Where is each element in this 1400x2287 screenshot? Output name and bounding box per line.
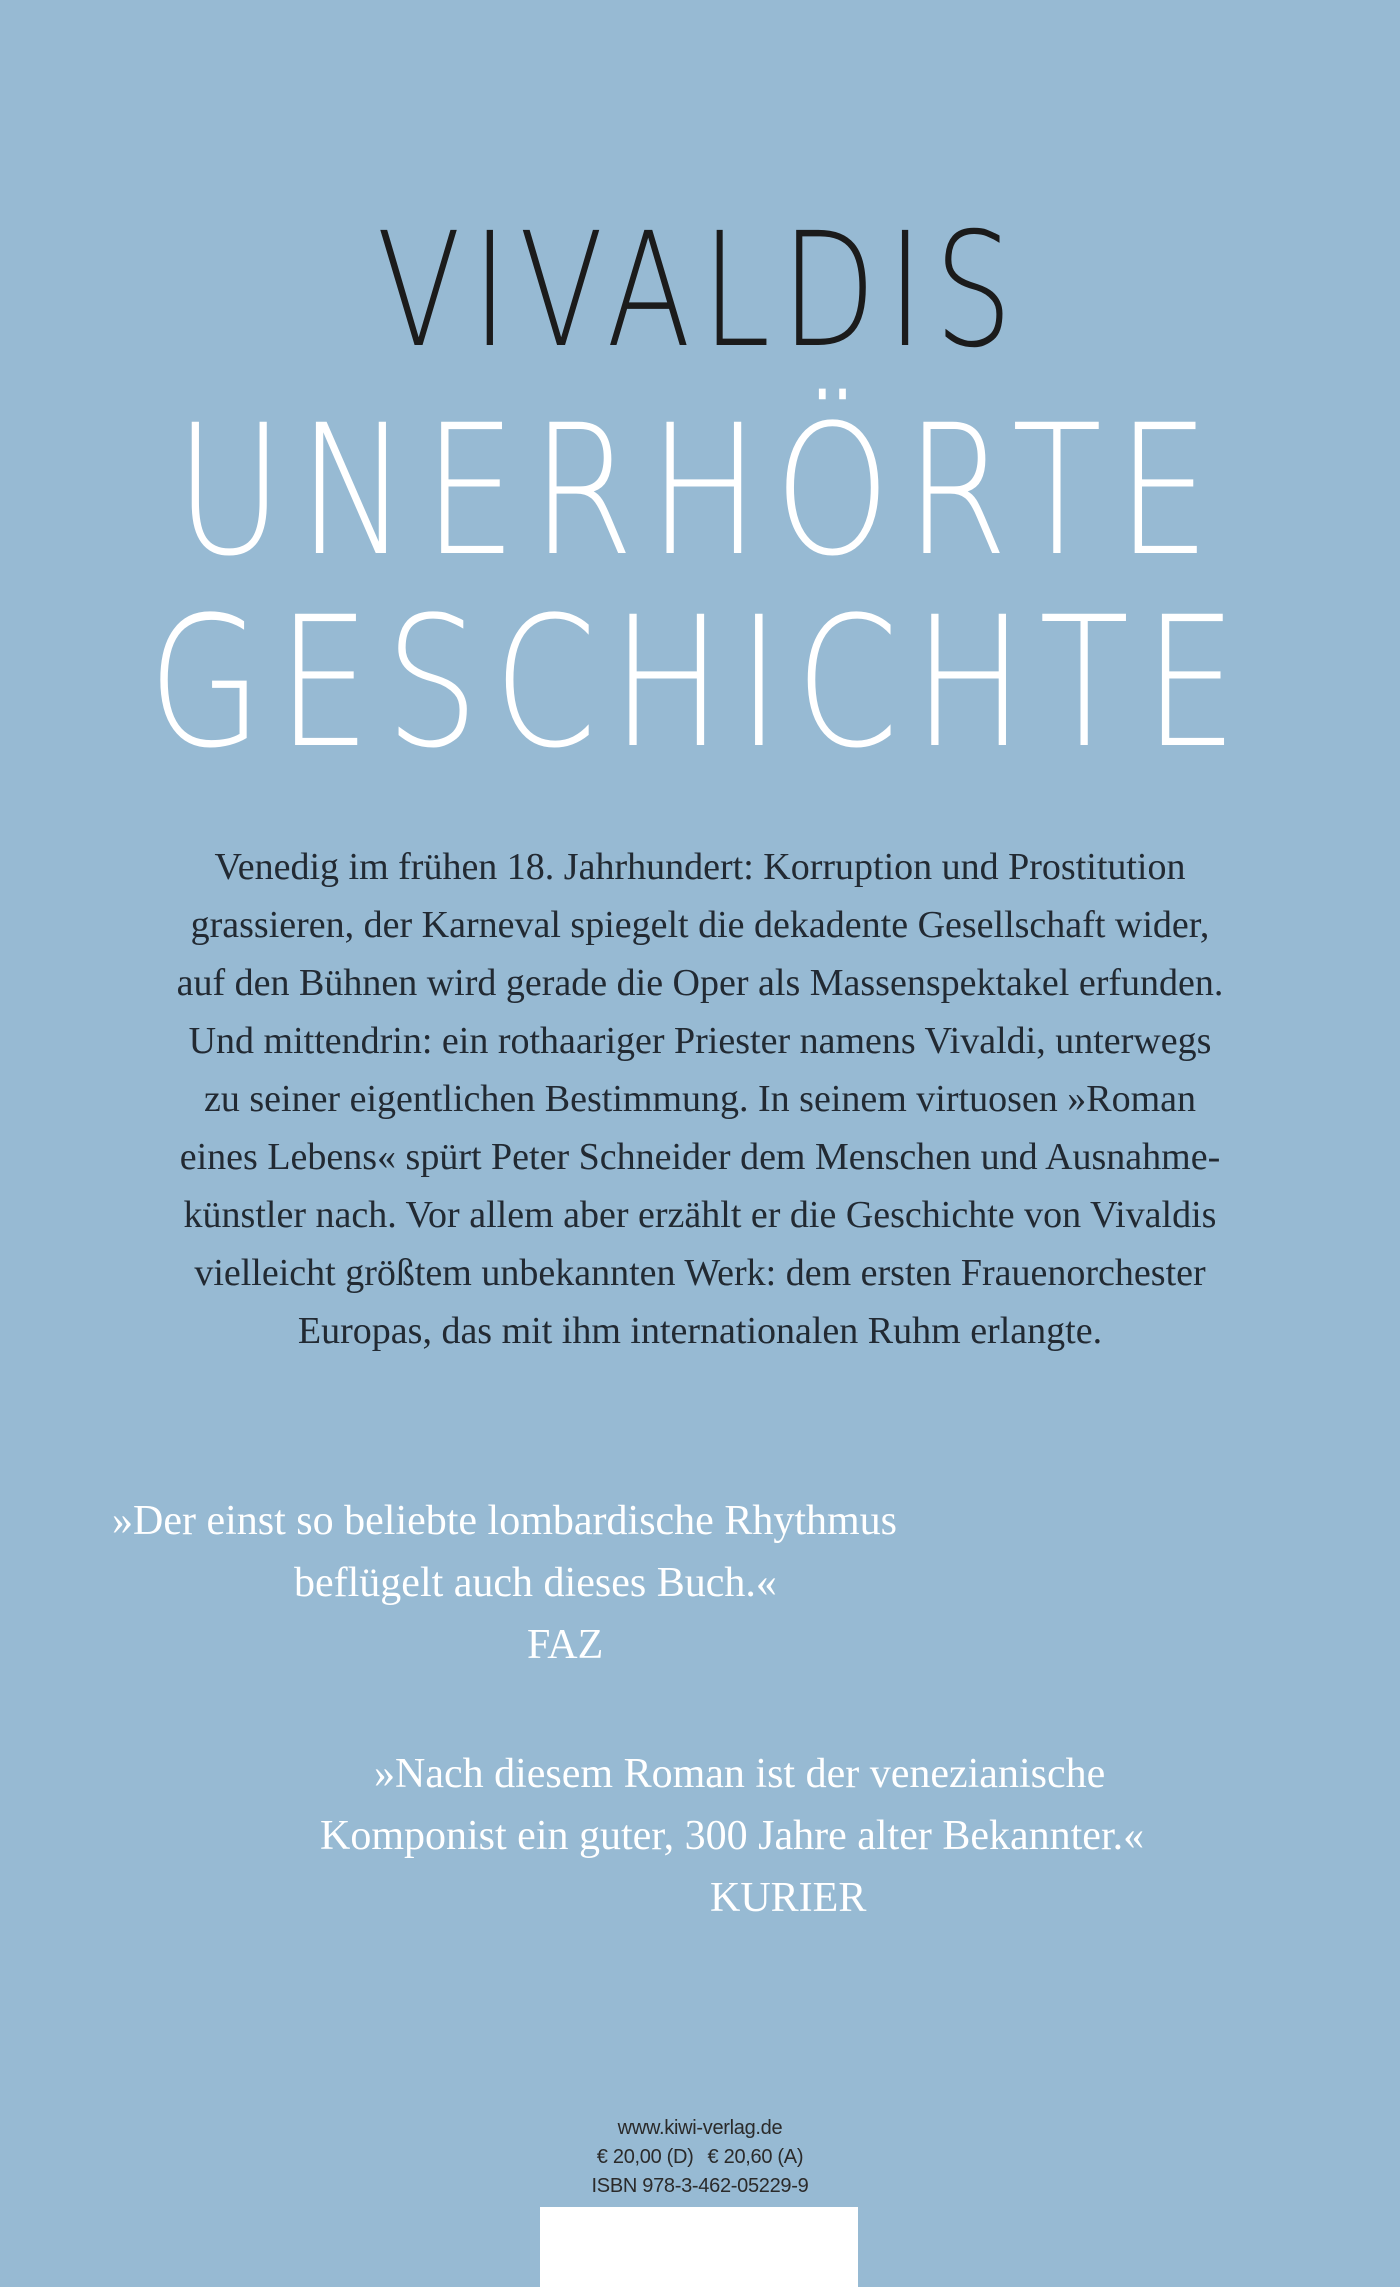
blurb-line: Europas, das mit ihm internationalen Ruhm erlangte. [297,1310,1103,1352]
isbn: ISBN 978-3-462-05229-9 [591,2175,809,2197]
blurb-line: Und mittendrin: ein rothaariger Priester namens Vivaldi, unterwegs [188,1020,1212,1062]
blurb-line: Venedig im frühen 18. Jahrhundert: Korruption und Prostitution [214,846,1186,888]
barcode-area [540,2207,858,2287]
title-line-vivaldis: VIVALDIS [376,199,1024,383]
blurb-line: vielleicht größtem unbekannten Werk: dem ersten Frauenorchester [194,1252,1206,1294]
blurb-line: auf den Bühnen wird gerade die Oper als Massenspektakel erfunden. [176,962,1224,1004]
price-de: € 20,00 (D) [596,2146,694,2168]
press-quote-faz-line: beflügelt auch dieses Buch.« [294,1560,777,1606]
press-quote-faz-line: »Der einst so beliebte lombardische Rhythmus [112,1498,898,1544]
press-quote-faz-source: FAZ [527,1622,604,1668]
press-quote-kurier-line: »Nach diesem Roman ist der venezianische [374,1751,1106,1797]
price-line [500,2143,900,2172]
blurb-line: grassieren, der Karneval spiegelt die dekadente Gesellschaft wider, [190,904,1210,946]
blurb-line: künstler nach. Vor allem aber erzählt er die Geschichte von Vivaldis [183,1194,1217,1236]
blurb-line: zu seiner eigentlichen Bestimmung. In seinem virtuosen »Roman [203,1078,1196,1120]
title-line-unerhoerte: UNERHÖRTE [175,387,1225,596]
price-at: € 20,60 (A) [707,2146,804,2168]
imprint-block [500,2114,900,2201]
blurb-text [100,838,1300,1360]
press-quote-kurier-line: Komponist ein guter, 300 Jahre alter Bekannter.« [320,1813,1145,1859]
press-quote-kurier-source: KURIER [710,1875,867,1921]
publisher-website: www.kiwi-verlag.de [617,2117,783,2139]
blurb-line: eines Lebens« spürt Peter Schneider dem Menschen und Ausnahme- [179,1136,1221,1178]
title-line-geschichte: GESCHICHTE [148,579,1252,788]
